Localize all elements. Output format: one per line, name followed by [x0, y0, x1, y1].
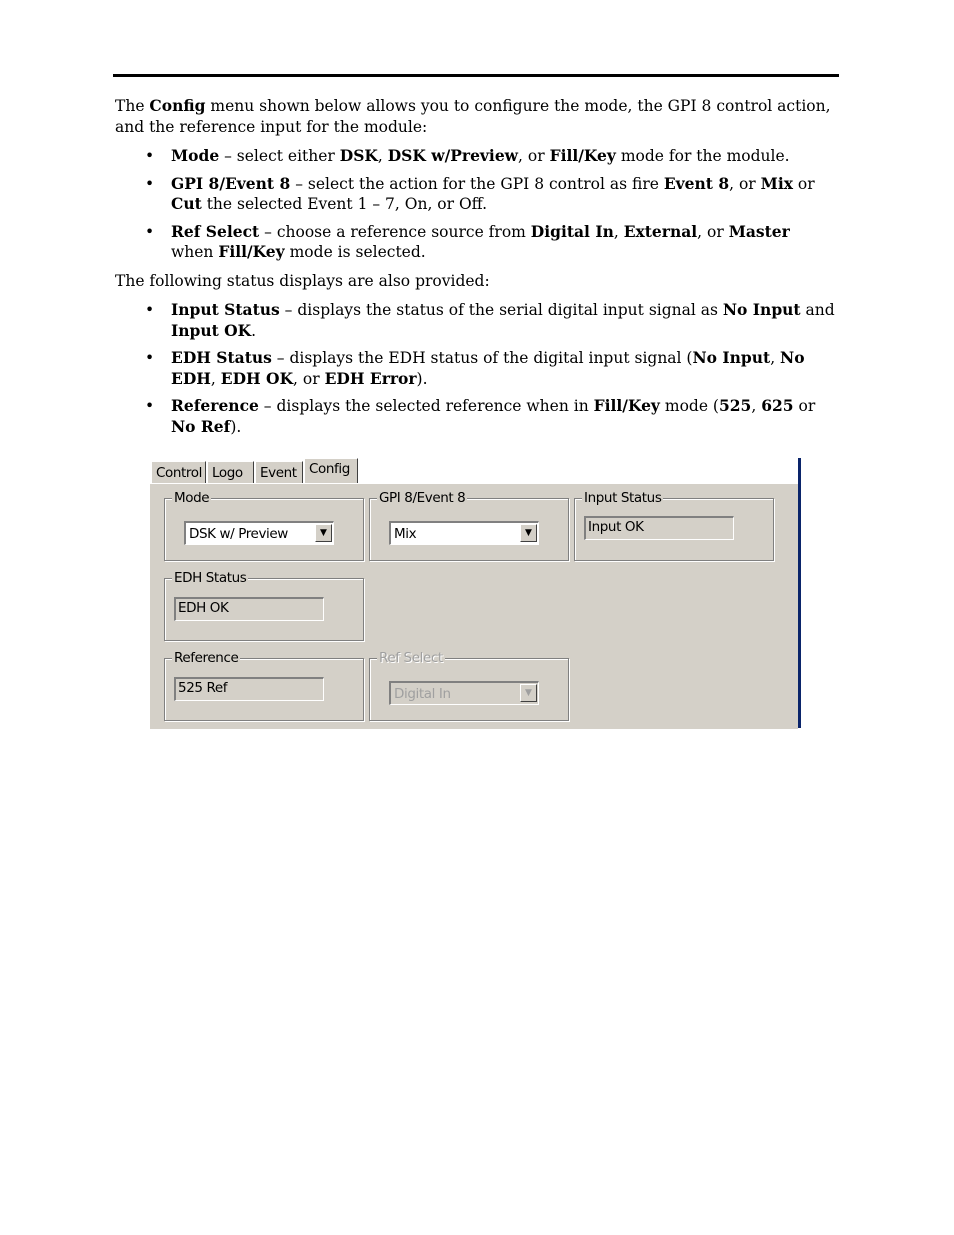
reference-label: Reference	[174, 650, 239, 666]
text: or	[793, 397, 816, 415]
term-reference: Reference	[171, 396, 259, 415]
input-status-label: Input Status	[584, 490, 662, 506]
text: ,	[770, 349, 781, 367]
gpi-label: GPI 8/Event 8	[379, 490, 466, 506]
term-525: 525	[718, 396, 752, 415]
header-rule	[113, 74, 839, 77]
reference-group	[164, 650, 364, 721]
term-no-input: No Input	[722, 300, 801, 319]
term-event-8: Event 8	[663, 173, 730, 193]
intro-config-term: Config	[149, 96, 206, 115]
bullet-dot: •	[145, 349, 155, 367]
term-no-input: No Input	[692, 348, 771, 367]
text: mode is selected.	[284, 243, 426, 261]
config-tab-pane	[150, 483, 798, 729]
text: ,	[751, 397, 762, 415]
term-edh-error: EDH Error	[324, 368, 417, 388]
text: ,	[210, 369, 221, 388]
ref-select-group	[369, 650, 569, 721]
status-bullet-list	[115, 300, 835, 437]
ref-select-dropdown[interactable]	[389, 681, 539, 705]
text: or	[792, 174, 815, 193]
text: when	[171, 243, 219, 261]
input-status-field: Input OK	[584, 516, 734, 540]
intro-paragraph	[115, 96, 835, 137]
bullet-dot: •	[145, 174, 155, 193]
chevron-down-icon[interactable]: ▼	[315, 524, 332, 542]
term-digital-in: Digital In	[530, 221, 614, 241]
config-bullet-list	[115, 146, 835, 263]
bullet-dot: •	[145, 397, 155, 415]
reference-field: 525 Ref	[174, 677, 324, 701]
term-dsk-preview: DSK w/Preview	[387, 146, 519, 165]
term-edh-ok: EDH OK	[220, 368, 294, 388]
mode-label: Mode	[174, 490, 210, 506]
bullet-mode	[115, 146, 835, 167]
tab-logo[interactable]: Logo	[207, 461, 254, 483]
chevron-down-icon[interactable]: ▼	[520, 524, 537, 542]
ref-select-label: Ref Select	[379, 650, 443, 666]
gpi-group	[369, 490, 569, 561]
text: mode (	[659, 397, 719, 415]
term-mix: Mix	[760, 173, 793, 193]
tab-event[interactable]: Event	[255, 461, 303, 483]
term-input-ok: Input OK	[171, 320, 252, 340]
mode-group	[164, 490, 364, 561]
term-master: Master	[728, 221, 790, 241]
tab-config[interactable]: Config	[304, 458, 358, 485]
term-fill-key: Fill/Key	[218, 242, 285, 261]
bullet-dot: •	[145, 301, 155, 319]
gpi-dropdown[interactable]	[389, 521, 539, 545]
status-intro-paragraph: The following status displays are also provided:	[115, 271, 490, 290]
edh-status-label: EDH Status	[174, 570, 247, 586]
term-ref-select: Ref Select	[171, 221, 260, 241]
text: , or	[293, 369, 325, 388]
term-625: 625	[761, 396, 794, 415]
term-edh-status: EDH Status	[171, 348, 272, 367]
term-external: External	[623, 221, 698, 241]
term-mode: Mode	[171, 146, 220, 165]
text: – displays the EDH status of the digital input signal (	[271, 349, 693, 367]
text: mode for the module.	[615, 147, 790, 165]
input-status-group	[574, 490, 774, 561]
text: , or	[729, 174, 761, 193]
term-cut: Cut	[171, 194, 202, 213]
window-edge	[798, 458, 801, 728]
bullet-reference	[115, 396, 835, 437]
tab-strip	[150, 458, 798, 484]
text: – select the action for the GPI 8 control as fire	[290, 174, 664, 193]
text: – select either	[219, 147, 340, 165]
term-gpi: GPI 8/Event 8	[171, 173, 291, 193]
mode-value: DSK w/ Preview	[189, 526, 288, 542]
text: – displays the selected reference when in	[258, 397, 594, 415]
text: ,	[377, 147, 388, 165]
ref-select-value: Digital In	[394, 686, 451, 702]
edh-status-field: EDH OK	[174, 597, 324, 621]
config-dialog-screenshot	[150, 458, 801, 728]
term-no-edh: No EDH	[171, 348, 805, 388]
bullet-dot: •	[145, 147, 155, 165]
text: – choose a reference source from	[259, 222, 531, 241]
bullet-input-status	[115, 300, 835, 341]
intro-text-2: menu shown below allows you to configure the mode, the GPI 8 control action, and the reference input for the module:	[115, 97, 831, 136]
term-input-status: Input Status	[171, 300, 280, 319]
mode-dropdown[interactable]	[184, 521, 334, 545]
text: , or	[697, 222, 729, 241]
tab-control[interactable]: Control	[151, 461, 206, 483]
bullet-gpi	[115, 174, 835, 215]
term-fill-key: Fill/Key	[549, 146, 616, 165]
term-dsk: DSK	[339, 146, 378, 165]
text: ,	[613, 222, 624, 241]
text: .	[251, 321, 257, 340]
gpi-value: Mix	[394, 526, 417, 542]
text: – displays the status of the serial digital input signal as	[279, 301, 723, 319]
text: the selected Event 1 – 7, On, or Off.	[201, 195, 488, 213]
bullet-edh-status	[115, 348, 835, 389]
bullet-dot: •	[145, 222, 155, 241]
intro-text-1: The	[115, 97, 150, 115]
term-no-ref: No Ref	[171, 416, 231, 436]
edh-status-group	[164, 570, 364, 641]
text: , or	[518, 147, 550, 165]
term-fill-key: Fill/Key	[593, 396, 660, 415]
chevron-down-icon[interactable]: ▼	[520, 684, 537, 702]
bullet-ref-select	[115, 222, 835, 263]
document-body	[115, 96, 835, 445]
text: ).	[416, 369, 428, 388]
text: and	[800, 301, 835, 319]
text: ).	[230, 417, 242, 436]
